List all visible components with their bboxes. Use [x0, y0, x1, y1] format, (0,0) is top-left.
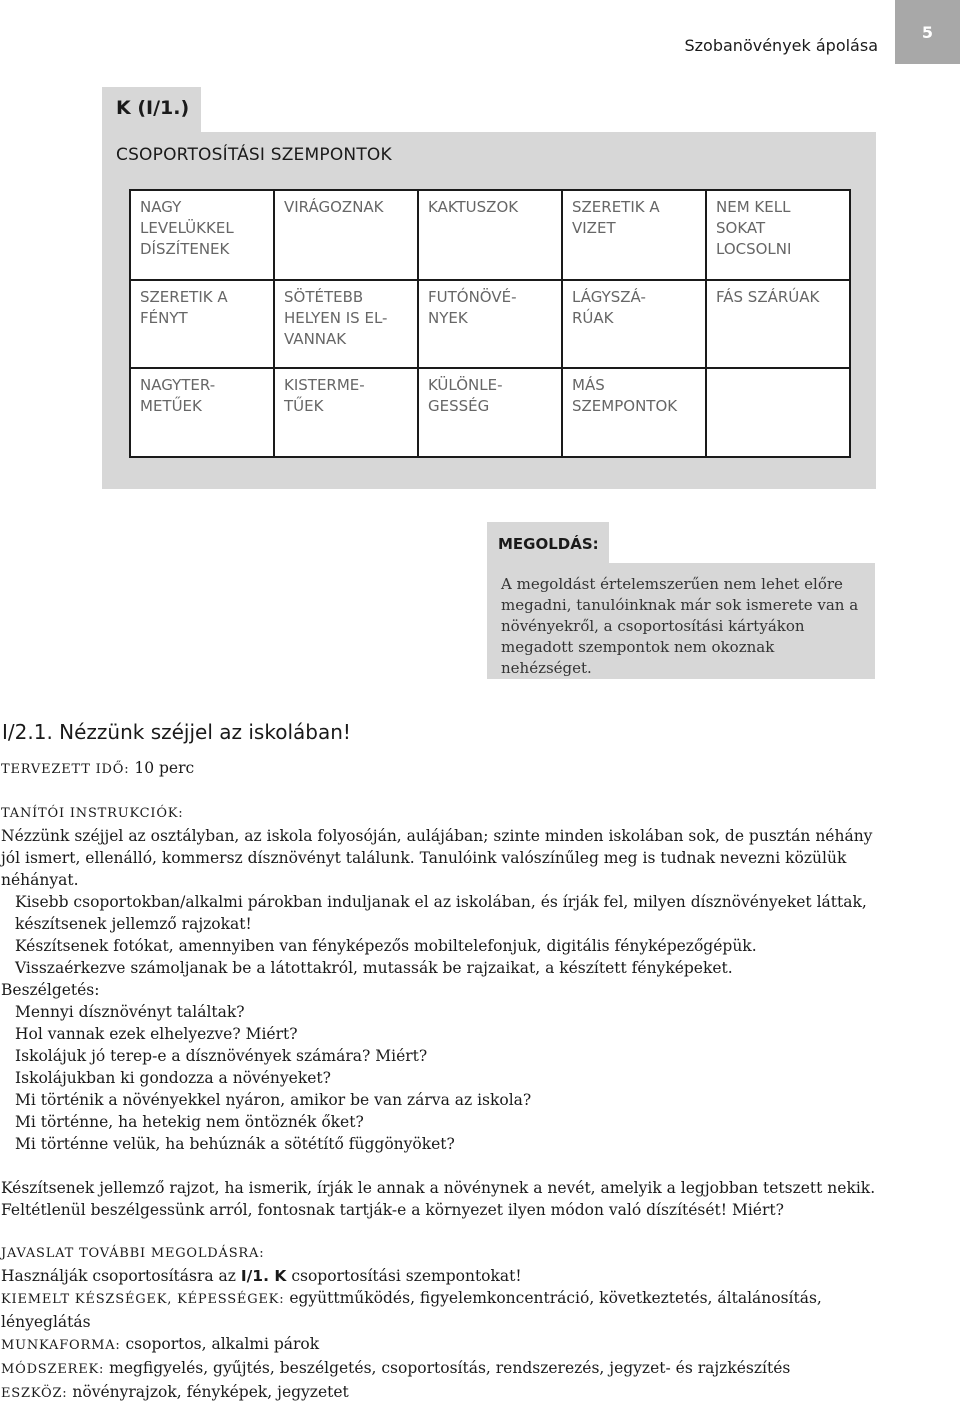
criteria-card: SZERETIK A FÉNYT [131, 281, 275, 369]
planned-time [1, 757, 889, 781]
discussion-question: Iskolájukban ki gondozza a növényeket? [15, 1069, 331, 1087]
grouping-criteria-grid [129, 189, 851, 458]
criteria-card: FUTÓNÖVÉ- NYEK [419, 281, 563, 369]
page-number: 5 [895, 0, 960, 64]
criteria-card-empty [707, 369, 851, 458]
closing-paragraph: Készítsenek jellemző rajzot, ha ismerik, írják le annak a növénynek a nevét, amelyik a legjobban tetszett nekik. Feltétlenül beszélgessünk arról, fontosnak tartják-e a környezet ilyen módon való díszítését! Miért? [1, 1179, 876, 1219]
instruction-paragraph: Készítsenek fotókat, amennyiben van fényképezős mobiltelefonjuk, digitális fényképezőgépük. [15, 937, 757, 955]
methods-value: megfigyelés, gyűjtés, beszélgetés, csoportosítás, rendszerezés, jegyzet- és rajzkészítés [104, 1359, 791, 1377]
running-header-title: Szobanövények ápolása [684, 36, 878, 55]
criteria-card: KÜLÖNLE- GESSÉG [419, 369, 563, 458]
discussion-question: Iskolájuk jó terep-e a dísznövények számára? Miért? [15, 1047, 428, 1065]
skills-value: együttműködés, figyelemkoncentráció, következtetés, általánosítás, lényeglátás [1, 1289, 822, 1331]
planned-time-value: 10 perc [129, 759, 195, 777]
tools-line [1, 1381, 889, 1405]
work-form-label: MUNKAFORMA: [1, 1338, 121, 1353]
instruction-paragraph: Nézzünk széjjel az osztályban, az iskola folyosóján, aulájában; szinte minden iskolában sok, de pusztán néhány jól ismert, ellenálló, kommersz dísznövényt találunk. Tanulóink valószínűleg meg is tudnak nevezni közülük néhányat. [1, 827, 873, 889]
criteria-card: NAGY LEVELÜKKEL DÍSZÍTENEK [131, 191, 275, 281]
criteria-card: SZERETIK A VIZET [563, 191, 707, 281]
work-form-line [1, 1333, 889, 1357]
discussion-question: Mennyi dísznövényt találtak? [15, 1003, 245, 1021]
criteria-card: NAGYTER- METŰEK [131, 369, 275, 458]
k-box-tab-label: K (I/1.) [102, 87, 201, 132]
solution-tab-label: MEGOLDÁS: [487, 522, 609, 563]
criteria-card: MÁS SZEMPONTOK [563, 369, 707, 458]
criteria-card: FÁS SZÁRÚAK [707, 281, 851, 369]
criteria-card: NEM KELL SOKAT LOCSOLNI [707, 191, 851, 281]
instruction-paragraph: Visszaérkezve számoljanak be a látottakról, mutassák be rajzaikat, a készített fényképeket. [15, 959, 733, 977]
planned-time-label: TERVEZETT IDŐ: [1, 762, 130, 777]
work-form-value: csoportos, alkalmi párok [120, 1335, 320, 1353]
criteria-card: KAKTUSZOK [419, 191, 563, 281]
criteria-card: VIRÁGOZNAK [275, 191, 419, 281]
skills-label: KIEMELT KÉSZSÉGEK, KÉPESSÉGEK: [1, 1292, 285, 1307]
tools-value: növényrajzok, fényképek, jegyzetet [67, 1383, 349, 1401]
solution-text: A megoldást értelemszerűen nem lehet előre megadni, tanulóinknak már sok ismerete van a növényekről, a csoportosítási kártyákon megadott szempontok nem okoznak nehézséget. [501, 575, 859, 677]
skills-line [1, 1287, 889, 1333]
discussion-question: Mi történne, ha hetekig nem öntöznék őket? [15, 1113, 364, 1131]
methods-label: MÓDSZEREK: [1, 1362, 105, 1377]
discussion-question: Mi történne velük, ha behúznák a sötétítő függönyöket? [15, 1135, 455, 1153]
section-title: I/2.1. Nézzünk széjjel az iskolában! [2, 720, 351, 744]
teacher-instructions-label: TANÍTÓI INSTRUKCIÓK: [1, 806, 184, 821]
methods-line [1, 1357, 889, 1381]
criteria-card: LÁGYSZÁ- RÚAK [563, 281, 707, 369]
suggestion-label: JAVASLAT TOVÁBBI MEGOLDÁSRA: [1, 1246, 265, 1261]
discussion-question: Hol vannak ezek elhelyezve? Miért? [15, 1025, 298, 1043]
criteria-card: SÖTÉTEBB HELYEN IS EL- VANNAK [275, 281, 419, 369]
instruction-paragraph: Kisebb csoportokban/alkalmi párokban induljanak el az iskolában, és írják fel, milyen dísznövényeket láttak, készítsenek jellemző rajzokat! [15, 893, 867, 933]
discussion-label: Beszélgetés: [1, 981, 100, 999]
grouping-criteria-title: CSOPORTOSÍTÁSI SZEMPONTOK [116, 145, 392, 165]
suggestion-text: Használják csoportosításra az I/1. K csoportosítási szempontokat! [1, 1267, 522, 1285]
tools-label: ESZKÖZ: [1, 1386, 68, 1401]
discussion-question: Mi történik a növényekkel nyáron, amikor be van zárva az iskola? [15, 1091, 532, 1109]
lesson-body [1, 757, 889, 1405]
criteria-card: KISTERME- TŰEK [275, 369, 419, 458]
